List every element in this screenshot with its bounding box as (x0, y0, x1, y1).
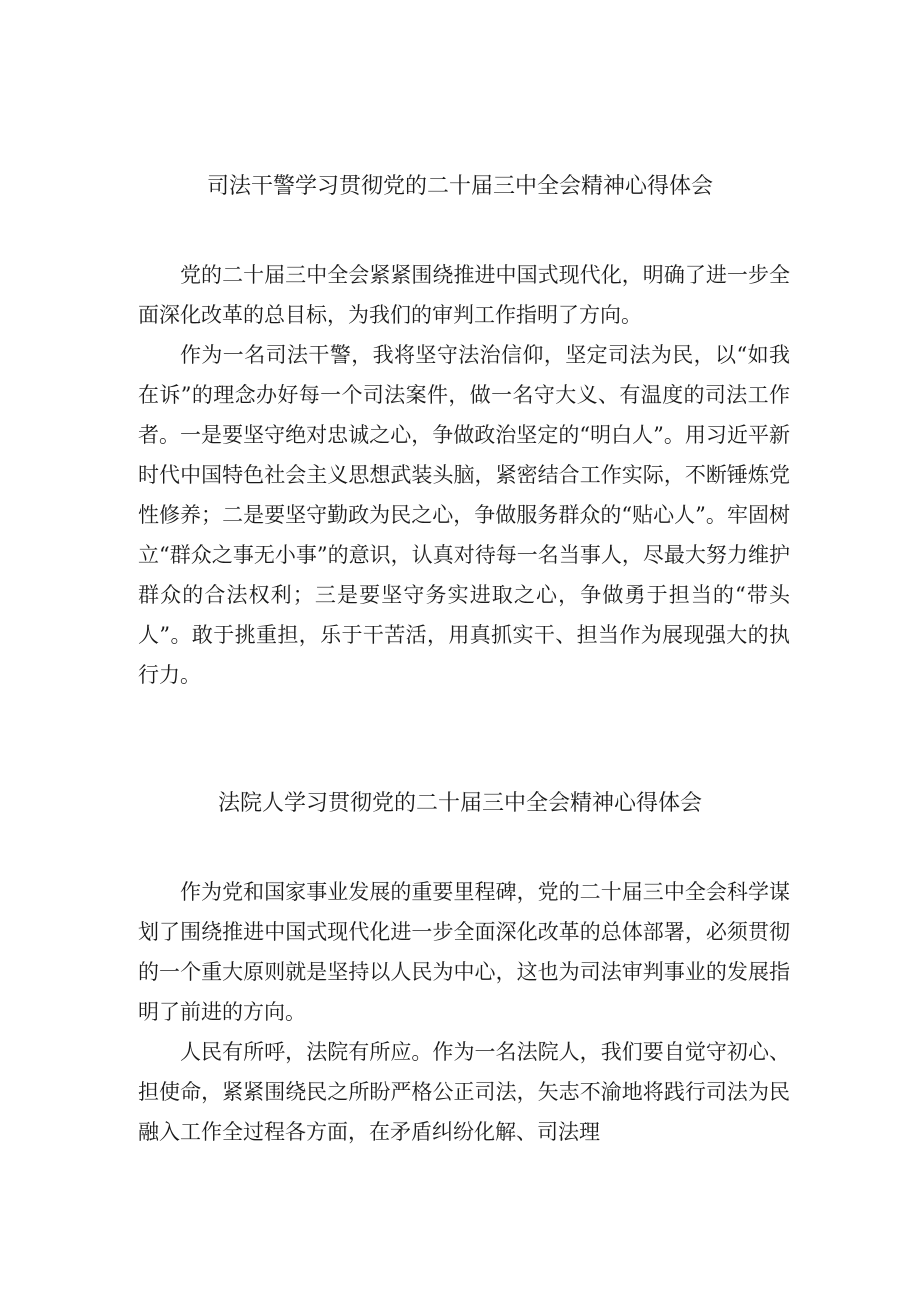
section-2-title: 法院人学习贯彻党的二十届三中全会精神心得体会 (217, 791, 702, 816)
section-1-paragraph-1: 党的二十届三中全会紧紧围绕推进中国式现代化，明确了进一步全面深化改革的总目标，为我们的审判工作指明了方向。 (138, 263, 790, 327)
section-2-paragraph-1: 作为党和国家事业发展的重要里程碑，党的二十届三中全会科学谋划了围绕推进中国式现代化进一步全面深化改革的总体部署，必须贯彻的一个重大原则就是坚持以人民为中心，这也为司法审判事业的发展指明了前进的方向。 (138, 880, 790, 1024)
section-1-title: 司法干警学习贯彻党的二十届三中全会精神心得体会 (206, 174, 713, 199)
section-1-paragraph-2: 作为一名司法干警，我将坚守法治信仰，坚定司法为民，以“如我在诉”的理念办好每一个司法案件，做一名守大义、有温度的司法工作者。一是要坚守绝对忠诚之心，争做政治坚定的“明白人”。用习近平新时代中国特色社会主义思想武装头脑，紧密结合工作实际，不断锤炼党性修养；二是要坚守勤政为民之心，争做服务群众的“贴心人”。牢固树立“群众之事无小事”的意识，认真对待每一名当事人，尽最大努力维护群众的合法权利；三是要坚守务实进取之心，争做勇于担当的“带头人”。敢于挑重担，乐于干苦活，用真抓实干、担当作为展现强大的执行力。 (138, 343, 790, 687)
section-2-paragraph-2: 人民有所呼，法院有所应。作为一名法院人，我们要自觉守初心、担使命，紧紧围绕民之所盼严格公正司法，矢志不渝地将践行司法为民融入工作全过程各方面，在矛盾纠纷化解、司法理 (138, 1040, 790, 1144)
